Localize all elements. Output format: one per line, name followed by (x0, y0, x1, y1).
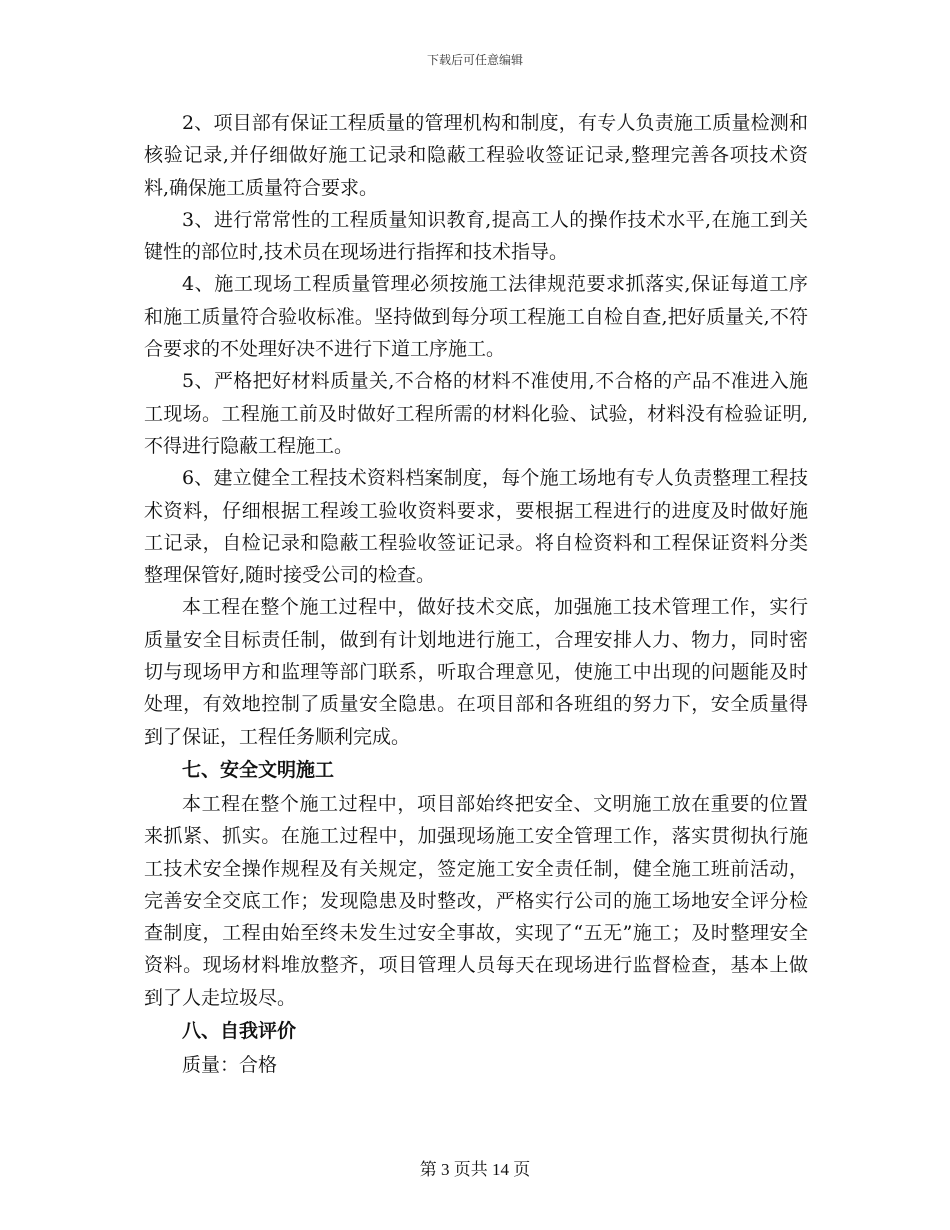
section-heading-self-evaluation: 八、自我评价 (182, 1020, 297, 1043)
paragraph-construction-summary: 本工程在整个施工过程中，做好技术交底，加强施工技术管理工作，实行质量安全目标责任制，做到有计划地进行施工，合理安排人力、物力，同时密切与现场甲方和监理等部门联系，听取合理意见，使施工中出现的问题能及时处理，有效地控制了质量安全隐患。在项目部和各班组的努力下，安全质量得到了保证，工程任务顺利完成。 (144, 596, 808, 748)
paragraph-quality-education: 3、进行常常性的工程质量知识教育,提高工人的操作技术水平,在施工到关键性的部位时,技术员在现场进行指挥和技术指导。 (144, 208, 808, 264)
document-body (144, 107, 808, 1081)
paragraph-technical-archives: 6、建立健全工程技术资料档案制度，每个施工场地有专人负责整理工程技术资料，仔细根据工程竣工验收资料要求，要根据工程进行的进度及时做好施工记录，自检记录和隐蔽工程验收签证记录。将自检资料和工程保证资料分类整理保管好,随时接受公司的检查。 (144, 467, 808, 587)
page-footer: 第 3 页共 14 页 (419, 1160, 531, 1179)
paragraph-quality-rating: 质量：合格 (182, 1054, 278, 1077)
paragraph-quality-management: 2、项目部有保证工程质量的管理机构和制度，有专人负责施工质量检测和核验记录,并仔细做好施工记录和隐蔽工程验收签证记录,整理完善各项技术资料,确保施工质量符合要求。 (144, 112, 808, 199)
page-header: 下载后可任意编辑 (426, 53, 523, 67)
paragraph-site-quality: 4、施工现场工程质量管理必须按施工法律规范要求抓落实,保证每道工序和施工质量符合验收标准。坚持做到每分项工程施工自检自查,把好质量关,不符合要求的不处理好决不进行下道工序施工。 (144, 273, 808, 361)
paragraph-safety: 本工程在整个施工过程中，项目部始终把安全、文明施工放在重要的位置来抓紧、抓实。在施工过程中，加强现场施工安全管理工作，落实贯彻执行施工技术安全操作规程及有关规定，签定施工安全责任制，健全施工班前活动，完善安全交底工作；发现隐患及时整改，严格实行公司的施工场地安全评分检查制度，工程由始至终未发生过安全事故，实现了“五无”施工；及时整理安全资料。现场材料堆放整齐，项目管理人员每天在现场进行监督检查，基本上做到了人走垃圾尽。 (144, 792, 808, 1009)
paragraph-material-quality: 5、严格把好材料质量关,不合格的材料不准使用,不合格的产品不准进入施工现场。工程施工前及时做好工程所需的材料化验、试验，材料没有检验证明,不得进行隐蔽工程施工。 (144, 370, 808, 457)
section-heading-safety: 七、安全文明施工 (182, 758, 335, 781)
